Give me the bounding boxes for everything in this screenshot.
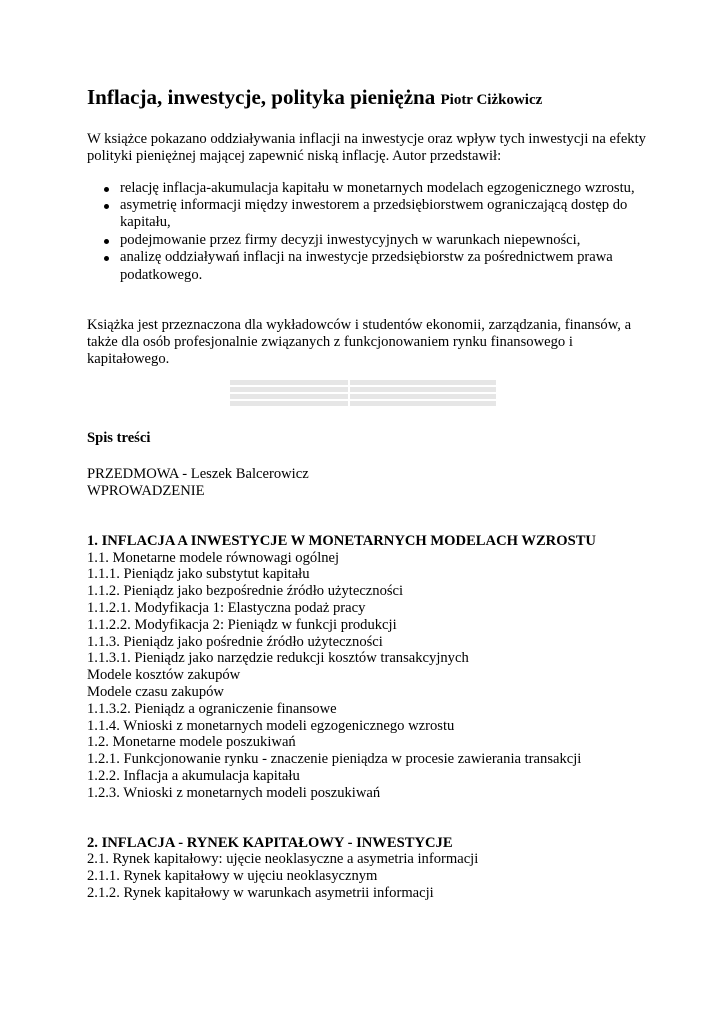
toc-item: 2.1.2. Rynek kapitałowy w warunkach asymetrii informacji: [87, 884, 434, 901]
toc-item: 1.1.4. Wnioski z monetarnych modeli egzogenicznego wzrostu: [87, 717, 455, 734]
book-author: Piotr Ciżkowicz: [440, 92, 543, 108]
toc-item: 1.1.1. Pieniądz jako substytut kapitału: [87, 566, 310, 583]
toc-item: 1.1. Monetarne modele równowagi ogólnej: [87, 549, 340, 566]
toc-item: 1.2.1. Funkcjonowanie rynku - znaczenie pieniądza w procesie zawierania transakcji: [87, 751, 582, 768]
document-page: [87, 84, 647, 902]
toc-item: 1.1.3. Pieniądz jako pośrednie źródło użyteczności: [87, 633, 383, 650]
feature-item: analizę oddziaływań inflacji na inwestycje przedsiębiorstw za pośrednictwem prawa podatkowego.: [87, 249, 647, 284]
toc-item: 1.1.2.2. Modyfikacja 2: Pieniądz w funkcji produkcji: [87, 616, 397, 633]
toc-item: 1.2. Monetarne modele poszukiwań: [87, 734, 296, 751]
toc-item: Modele kosztów zakupów: [87, 667, 241, 684]
toc-chapter-1: [87, 533, 647, 802]
toc-item: 1.1.2.1. Modyfikacja 1: Elastyczna podaż pracy: [87, 600, 366, 616]
feature-item: podejmowanie przez firmy decyzji inwestycyjnych w warunkach niepewności,: [87, 232, 647, 249]
toc-item-introduction: WPROWADZENIE: [87, 483, 205, 500]
toc-item: Modele czasu zakupów: [87, 683, 224, 700]
toc-chapter-2: [87, 835, 647, 902]
toc-item: 2.1.1. Rynek kapitałowy w ujęciu neoklasycznym: [87, 868, 378, 885]
toc-item-preface: PRZEDMOWA - Leszek Balcerowicz: [87, 466, 309, 483]
empty-gray-table: [228, 378, 498, 408]
toc-item: 1.1.2. Pieniądz jako bezpośrednie źródło użyteczności: [87, 583, 404, 600]
toc-item: 1.1.3.2. Pieniądz a ograniczenie finansowe: [87, 700, 337, 717]
toc-heading: Spis treści: [87, 430, 151, 447]
book-title: Inflacja, inwestycje, polityka pieniężna: [87, 85, 436, 109]
document-title: [87, 84, 647, 113]
chapter-2-title: 2. INFLACJA - RYNEK KAPITAŁOWY - INWESTYCJE: [87, 834, 453, 851]
toc-item: 2.1. Rynek kapitałowy: ujęcie neoklasyczne a asymetria informacji: [87, 851, 479, 868]
toc-item: 1.2.3. Wnioski z monetarnych modeli poszukiwań: [87, 784, 381, 801]
toc-item: 1.2.2. Inflacja a akumulacja kapitału: [87, 767, 300, 784]
feature-item: relację inflacja-akumulacja kapitału w monetarnych modelach egzogenicznego wzrostu,: [87, 180, 647, 197]
audience-paragraph: Książka jest przeznaczona dla wykładowców i studentów ekonomii, zarządzania, finansów, a także dla osób profesjonalnie związanych z funkcjonowaniem rynku finansowego i kapitałowego.: [87, 317, 632, 367]
toc-item: 1.1.3.1. Pieniądz jako narzędzie redukcji kosztów transakcyjnych: [87, 650, 469, 667]
feature-list: [87, 180, 647, 284]
feature-item: asymetrię informacji między inwestorem a przedsiębiorstwem ograniczającą dostęp do kapitału,: [87, 197, 647, 232]
toc-front-matter: [87, 466, 647, 500]
chapter-1-title: 1. INFLACJA A INWESTYCJE W MONETARNYCH MODELACH WZROSTU: [87, 532, 596, 549]
intro-paragraph: W książce pokazano oddziaływania inflacji na inwestycje oraz wpływ tych inwestycji na efekty polityki pieniężnej mającej zapewnić niską inflację. Autor przedstawił:: [87, 131, 646, 164]
